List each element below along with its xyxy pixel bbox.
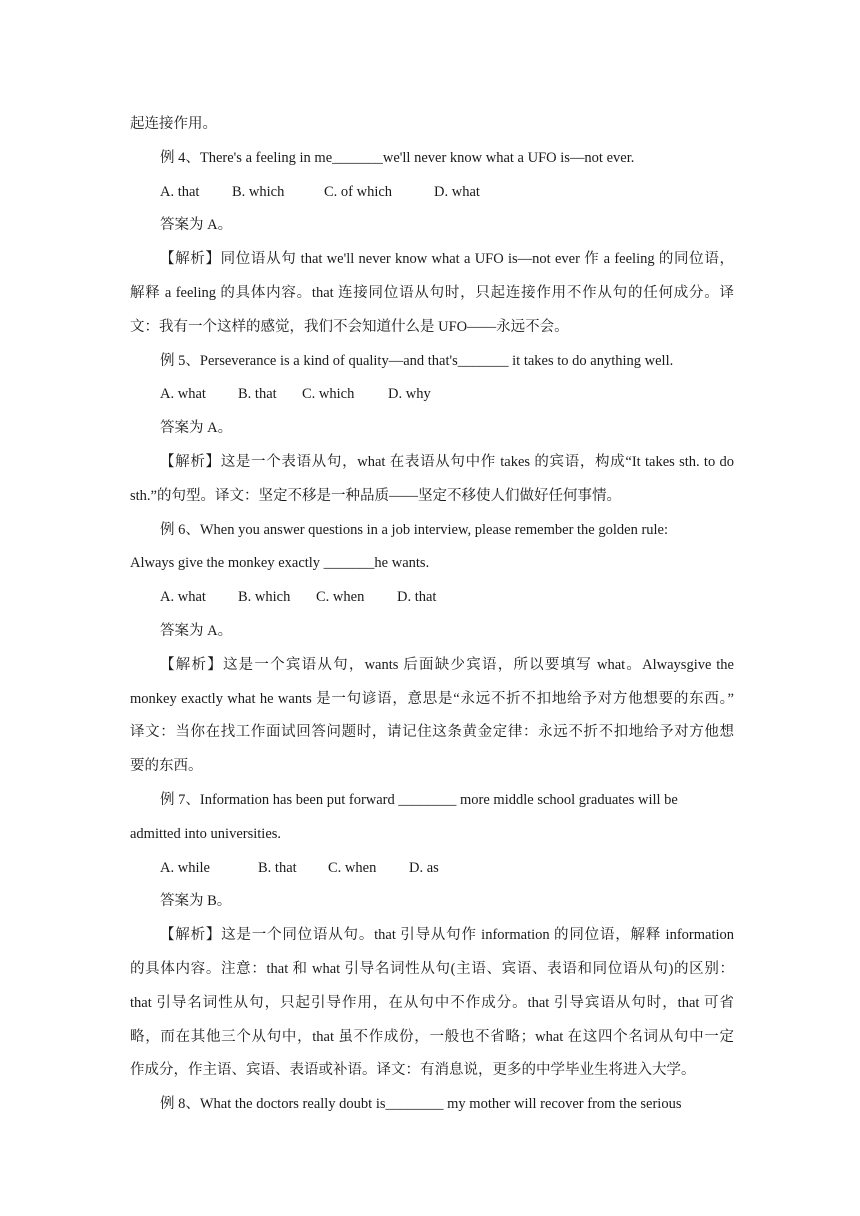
text-line: monkey exactly what he wants 是一句谚语，意思是“永远不折不扣地给予对方他想要的东西。” — [130, 690, 734, 707]
document-page — [130, 108, 734, 1122]
text-line: 译文：当你在找工作面试回答问题时，请记住这条黄金定律：永远不折不扣地给予对方他想 — [130, 724, 734, 741]
text-line: admitted into universities. — [130, 825, 282, 842]
option-item: D. why — [388, 386, 431, 403]
option-item: C. which — [302, 386, 355, 403]
text-line: 【解析】同位语从句 that we'll never know what a UFO is—not ever 作 a feeling 的同位语， — [160, 251, 734, 268]
option-item: B. which — [232, 183, 285, 200]
option-item: B. that — [238, 386, 277, 403]
text-line: 作成分，作主语、宾语、表语或补语。译文：有消息说，更多的中学毕业生将进入大学。 — [130, 1062, 696, 1079]
text-line: 解释 a feeling 的具体内容。that 连接同位语从句时，只起连接作用不作从句的任何成分。译 — [130, 284, 734, 301]
option-item: C. of which — [324, 183, 393, 200]
text-line: 答案为 A。 — [160, 622, 233, 639]
text-line: 例 5、Perseverance is a kind of quality—and that's_______ it takes to do anything well. — [160, 352, 674, 369]
option-item: C. when — [316, 589, 365, 606]
text-line: 例 4、There's a feeling in me_______we'll never know what a UFO is—not ever. — [160, 149, 635, 166]
answer-options — [130, 378, 734, 412]
option-item: A. while — [160, 859, 210, 876]
text-line: that 引导名词性从句，只起引导作用，在从句中不作成分。that 引导宾语从句时，that 可省 — [130, 994, 734, 1011]
option-item: D. that — [397, 589, 437, 606]
text-line: 文：我有一个这样的感觉，我们不会知道什么是 UFO——永远不会。 — [130, 318, 569, 335]
answer-options — [130, 176, 734, 210]
option-item: D. as — [409, 859, 439, 876]
text-line: 例 8、What the doctors really doubt is________ my mother will recover from the serious — [160, 1096, 682, 1113]
text-line: sth.”的句型。译文：坚定不移是一种品质——坚定不移使人们做好任何事情。 — [130, 487, 621, 504]
answer-options — [130, 852, 734, 886]
option-item: D. what — [434, 183, 480, 200]
text-line: 【解析】这是一个宾语从句，wants 后面缺少宾语，所以要填写 what。Alwaysgive the — [160, 656, 734, 673]
option-item: B. which — [238, 589, 291, 606]
answer-options — [130, 581, 734, 615]
text-line: 的具体内容。注意：that 和 what 引导名词性从句(主语、宾语、表语和同位语从句)的区别： — [130, 960, 734, 977]
option-item: A. what — [160, 589, 206, 606]
text-line: 【解析】这是一个同位语从句。that 引导从句作 information 的同位语，解释 information — [160, 927, 734, 944]
text-line: 答案为 A。 — [160, 420, 233, 437]
option-item: C. when — [328, 859, 377, 876]
text-line: 答案为 B。 — [160, 893, 232, 910]
text-line: Always give the monkey exactly _______he wants. — [130, 555, 430, 572]
text-line: 略，而在其他三个从句中，that 虽不作成份，一般也不省略；what 在这四个名词从句中一定 — [130, 1028, 734, 1045]
text-line: 要的东西。 — [130, 758, 203, 775]
text-line: 答案为 A。 — [160, 217, 233, 234]
text-line: 例 7、Information has been put forward ________ more middle school graduates will be — [160, 791, 678, 808]
text-line: 例 6、When you answer questions in a job interview, please remember the golden rule: — [160, 521, 669, 538]
option-item: A. what — [160, 386, 206, 403]
option-item: B. that — [258, 859, 297, 876]
text-line: 【解析】这是一个表语从句，what 在表语从句中作 takes 的宾语，构成“It takes sth. to do — [160, 453, 734, 470]
option-item: A. that — [160, 183, 200, 200]
text-line: 起连接作用。 — [130, 116, 217, 132]
